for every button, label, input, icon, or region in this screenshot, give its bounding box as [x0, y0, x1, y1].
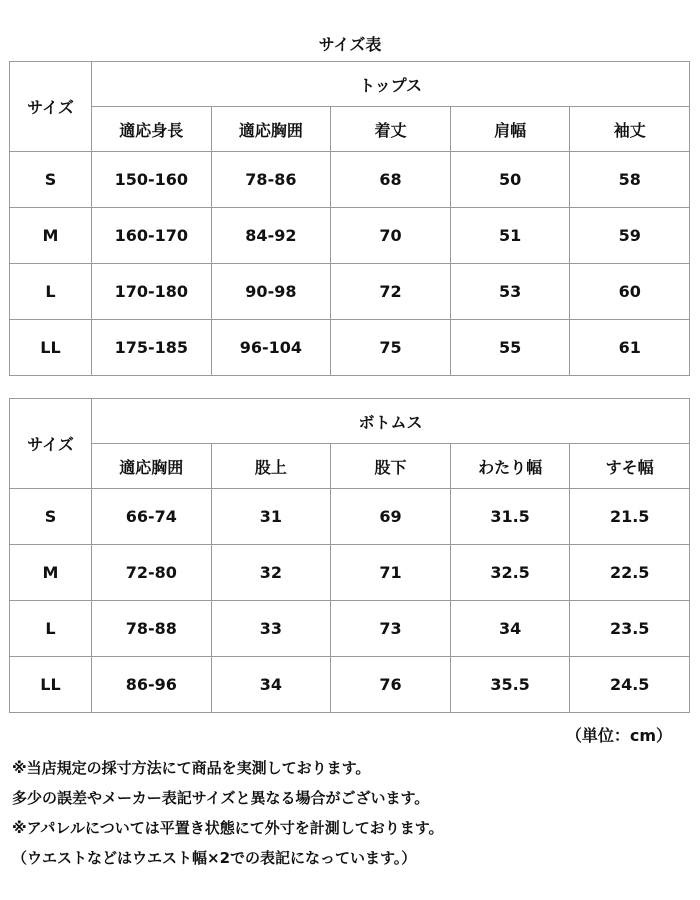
size-cell: L — [10, 264, 92, 320]
table-cell: 31.5 — [450, 489, 570, 545]
table-cell: 150-160 — [92, 152, 212, 208]
column-header: 適応身長 — [92, 107, 212, 152]
table-cell: 34 — [211, 657, 331, 713]
note-line: 多少の誤差やメーカー表記サイズと異なる場合がございます。 — [12, 789, 430, 807]
size-header-cell: サイズ — [10, 62, 92, 152]
table-cell: 73 — [331, 601, 451, 657]
table-cell: 60 — [570, 264, 690, 320]
table-cell: 34 — [450, 601, 570, 657]
table-cell: 170-180 — [92, 264, 212, 320]
table-cell: 24.5 — [570, 657, 690, 713]
column-header: 肩幅 — [450, 107, 570, 152]
table-cell: 58 — [570, 152, 690, 208]
table-cell: 96-104 — [211, 320, 331, 376]
table-cell: 59 — [570, 208, 690, 264]
note-line: ※アパレルについては平置き状態にて外寸を計測しております。 — [12, 819, 444, 837]
size-header-cell: サイズ — [10, 399, 92, 489]
table-cell: 76 — [331, 657, 451, 713]
table-cell: 68 — [331, 152, 451, 208]
table-cell: 31 — [211, 489, 331, 545]
table-cell: 55 — [450, 320, 570, 376]
table-cell: 160-170 — [92, 208, 212, 264]
table-cell: 78-86 — [211, 152, 331, 208]
column-header: 袖丈 — [570, 107, 690, 152]
tops-size-table — [9, 61, 690, 376]
table-row — [10, 489, 690, 545]
table-row — [10, 657, 690, 713]
page-title: サイズ表 — [318, 35, 382, 54]
table-cell: 33 — [211, 601, 331, 657]
table-cell: 72 — [331, 264, 451, 320]
size-cell: LL — [10, 320, 92, 376]
unit-note: （単位：cm） — [565, 726, 672, 745]
column-header: 適応胸囲 — [92, 444, 212, 489]
table-row — [10, 320, 690, 376]
size-cell: S — [10, 152, 92, 208]
table-cell: 50 — [450, 152, 570, 208]
tops-group-header: トップス — [92, 62, 690, 107]
column-header: 股下 — [331, 444, 451, 489]
table-cell: 22.5 — [570, 545, 690, 601]
bottoms-size-table — [9, 398, 690, 713]
size-cell: M — [10, 208, 92, 264]
table-cell: 84-92 — [211, 208, 331, 264]
table-cell: 21.5 — [570, 489, 690, 545]
size-cell: LL — [10, 657, 92, 713]
table-cell: 86-96 — [92, 657, 212, 713]
table-cell: 78-88 — [92, 601, 212, 657]
table-cell: 69 — [331, 489, 451, 545]
table-cell: 70 — [331, 208, 451, 264]
bottoms-group-header: ボトムス — [92, 399, 690, 444]
table-cell: 72-80 — [92, 545, 212, 601]
table-row — [10, 208, 690, 264]
column-header: 着丈 — [331, 107, 451, 152]
note-line: ※当店規定の採寸方法にて商品を実測しております。 — [12, 759, 371, 777]
table-row — [10, 152, 690, 208]
table-cell: 23.5 — [570, 601, 690, 657]
table-cell: 32.5 — [450, 545, 570, 601]
column-header: 適応胸囲 — [211, 107, 331, 152]
table-cell: 51 — [450, 208, 570, 264]
table-row — [10, 601, 690, 657]
note-line: （ウエストなどはウエスト幅×2での表記になっています。） — [12, 849, 417, 867]
column-header: 股上 — [211, 444, 331, 489]
column-header: わたり幅 — [450, 444, 570, 489]
table-cell: 66-74 — [92, 489, 212, 545]
table-cell: 175-185 — [92, 320, 212, 376]
size-cell: L — [10, 601, 92, 657]
table-cell: 61 — [570, 320, 690, 376]
table-cell: 90-98 — [211, 264, 331, 320]
table-cell: 53 — [450, 264, 570, 320]
table-cell: 71 — [331, 545, 451, 601]
table-cell: 32 — [211, 545, 331, 601]
table-row — [10, 545, 690, 601]
table-cell: 35.5 — [450, 657, 570, 713]
size-cell: S — [10, 489, 92, 545]
table-cell: 75 — [331, 320, 451, 376]
size-cell: M — [10, 545, 92, 601]
column-header: すそ幅 — [570, 444, 690, 489]
table-row — [10, 264, 690, 320]
